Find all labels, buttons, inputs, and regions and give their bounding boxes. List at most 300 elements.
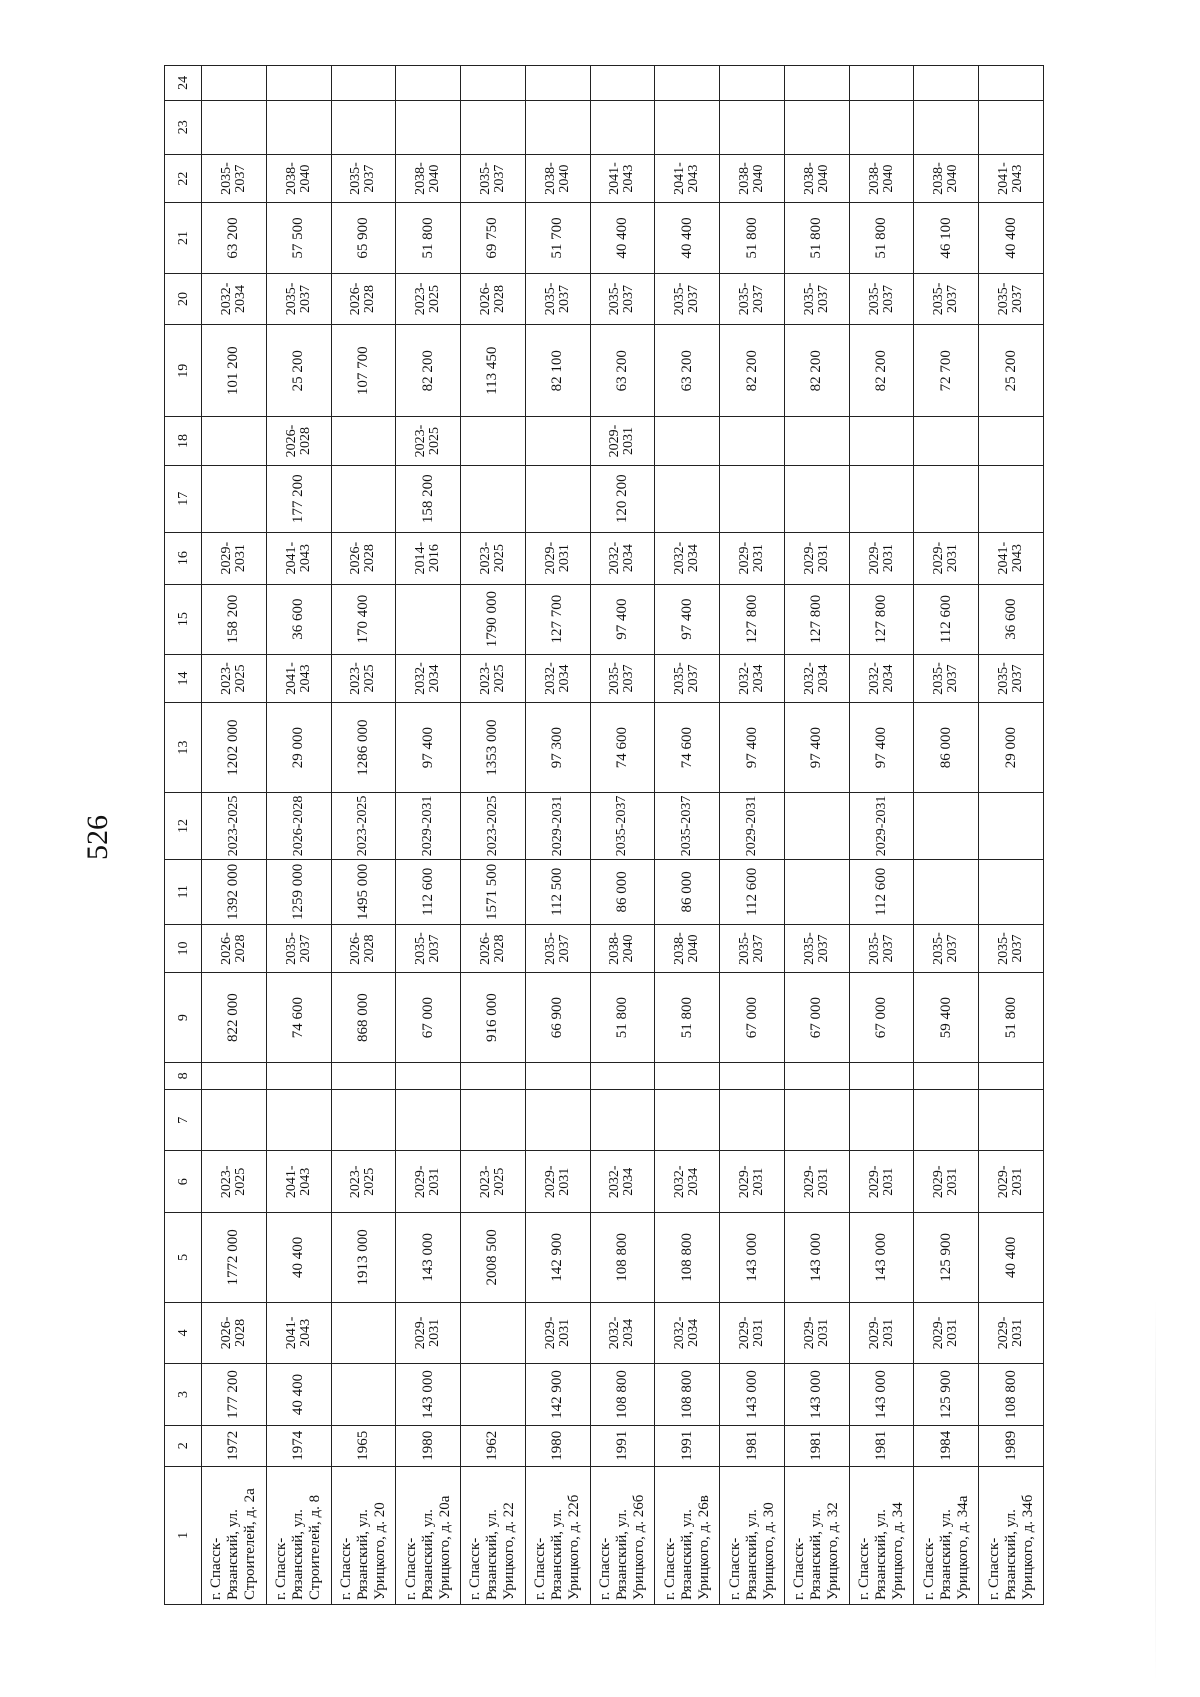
header-cell: 19: [165, 325, 202, 417]
address-cell: г. Спасск-Рязанский, ул. Урицкого, д. 26б: [590, 1466, 655, 1604]
header-cell: 1: [165, 1466, 202, 1604]
table-cell: [720, 417, 785, 466]
table-cell: 2041-2043: [979, 532, 1044, 584]
table-row: [202, 66, 267, 1605]
table-cell: 177 200: [202, 1364, 267, 1426]
table-cell: [525, 66, 590, 101]
table-cell: [914, 1062, 979, 1089]
table-cell: [720, 465, 785, 532]
address-cell: г. Спасск-Рязанский, ул. Урицкого, д. 22б: [525, 1466, 590, 1604]
table-cell: 67 000: [849, 973, 914, 1063]
table-cell: [655, 66, 720, 101]
table-cell: 2026-2028: [461, 273, 526, 325]
table-cell: 143 000: [784, 1213, 849, 1303]
table-cell: 2035-2037: [655, 273, 720, 325]
rotated-table-container: [164, 65, 1044, 1605]
table-cell: 2038-2040: [266, 154, 331, 203]
table-cell: 74 600: [266, 973, 331, 1063]
table-cell: 868 000: [331, 973, 396, 1063]
table-cell: 2035-2037: [720, 924, 785, 973]
table-cell: 51 700: [525, 203, 590, 273]
table-cell: 112 500: [525, 859, 590, 924]
table-cell: [461, 1302, 526, 1364]
table-cell: 2029-2031: [396, 1151, 461, 1213]
table-cell: 51 800: [590, 973, 655, 1063]
table-cell: [655, 417, 720, 466]
table-cell: 40 400: [979, 1213, 1044, 1303]
table-cell: 2032-2034: [655, 532, 720, 584]
table-cell: 2026-2028: [266, 792, 331, 859]
table-cell: 120 200: [590, 465, 655, 532]
table-cell: [784, 465, 849, 532]
table-cell: 2032-2034: [202, 273, 267, 325]
table-cell: [849, 1062, 914, 1089]
table-cell: 82 200: [849, 325, 914, 417]
table-cell: 2026-2028: [331, 532, 396, 584]
table-cell: 1974: [266, 1425, 331, 1466]
table-cell: [914, 1089, 979, 1151]
table-cell: 2023-2025: [331, 792, 396, 859]
table-cell: 97 300: [525, 703, 590, 793]
table-cell: [784, 1062, 849, 1089]
table-cell: 1984: [914, 1425, 979, 1466]
table-cell: 2038-2040: [525, 154, 590, 203]
header-cell: 2: [165, 1425, 202, 1466]
table-cell: [525, 465, 590, 532]
table-cell: 72 700: [914, 325, 979, 417]
table-cell: 2029-2031: [784, 1151, 849, 1213]
table-cell: [331, 1089, 396, 1151]
table-cell: [784, 859, 849, 924]
table-cell: 67 000: [720, 973, 785, 1063]
table-cell: 1980: [396, 1425, 461, 1466]
table-cell: 2035-2037: [266, 924, 331, 973]
table-cell: 112 600: [914, 584, 979, 654]
table-cell: [720, 100, 785, 154]
table-cell: 2026-2028: [331, 924, 396, 973]
table-cell: [525, 100, 590, 154]
table-cell: 51 800: [849, 203, 914, 273]
header-cell: 11: [165, 859, 202, 924]
table-cell: 67 000: [784, 973, 849, 1063]
table-cell: 2029-2031: [590, 417, 655, 466]
header-cell: 21: [165, 203, 202, 273]
table-cell: [202, 465, 267, 532]
table-cell: 40 400: [590, 203, 655, 273]
table-cell: 2041-2043: [590, 154, 655, 203]
table-cell: 1962: [461, 1425, 526, 1466]
table-cell: 2029-2031: [525, 1151, 590, 1213]
table-cell: 2026-2028: [266, 417, 331, 466]
address-cell: г. Спасск-Рязанский, ул. Урицкого, д. 34а: [914, 1466, 979, 1604]
table-cell: 2032-2034: [655, 1302, 720, 1364]
table-cell: [525, 1062, 590, 1089]
table-cell: 2035-2037: [266, 273, 331, 325]
table-cell: [461, 417, 526, 466]
table-cell: 2023-2025: [461, 792, 526, 859]
table-cell: 2032-2034: [784, 654, 849, 703]
table-cell: [202, 417, 267, 466]
address-cell: г. Спасск-Рязанский, ул. Урицкого, д. 30: [720, 1466, 785, 1604]
table-cell: 2032-2034: [396, 654, 461, 703]
address-cell: г. Спасск-Рязанский, ул. Урицкого, д. 26в: [655, 1466, 720, 1604]
table-cell: 1989: [979, 1425, 1044, 1466]
table-cell: [655, 100, 720, 154]
table-cell: [266, 1062, 331, 1089]
table-cell: 112 600: [396, 859, 461, 924]
table-cell: [979, 465, 1044, 532]
table-cell: 1965: [331, 1425, 396, 1466]
header-cell: 7: [165, 1089, 202, 1151]
header-cell: 12: [165, 792, 202, 859]
table-cell: 127 800: [720, 584, 785, 654]
table-cell: 57 500: [266, 203, 331, 273]
table-cell: 108 800: [590, 1213, 655, 1303]
table-cell: 2035-2037: [525, 273, 590, 325]
table-cell: 916 000: [461, 973, 526, 1063]
table-row: [784, 66, 849, 1605]
header-cell: 6: [165, 1151, 202, 1213]
table-cell: 143 000: [720, 1364, 785, 1426]
table-cell: 2023-2025: [331, 1151, 396, 1213]
table-cell: [720, 66, 785, 101]
table-cell: 2035-2037: [202, 154, 267, 203]
address-cell: г. Спасск-Рязанский, ул. Строителей, д. 2а: [202, 1466, 267, 1604]
table-cell: 2029-2031: [914, 532, 979, 584]
table-cell: 127 800: [784, 584, 849, 654]
table-cell: 2041-2043: [266, 654, 331, 703]
table-cell: 63 200: [590, 325, 655, 417]
table-cell: 2032-2034: [720, 654, 785, 703]
table-cell: 2035-2037: [784, 273, 849, 325]
table-cell: 125 900: [914, 1364, 979, 1426]
table-cell: [914, 465, 979, 532]
table-cell: [655, 1089, 720, 1151]
table-cell: 2026-2028: [461, 924, 526, 973]
table-cell: [979, 66, 1044, 101]
table-cell: 86 000: [590, 859, 655, 924]
header-cell: 9: [165, 973, 202, 1063]
table-cell: 51 800: [720, 203, 785, 273]
table-cell: [784, 100, 849, 154]
table-cell: 127 700: [525, 584, 590, 654]
table-cell: [590, 100, 655, 154]
table-row: [979, 66, 1044, 1605]
table-cell: 51 800: [979, 973, 1044, 1063]
table-cell: [590, 66, 655, 101]
table-cell: 2035-2037: [525, 924, 590, 973]
header-cell: 20: [165, 273, 202, 325]
table-cell: 1981: [784, 1425, 849, 1466]
table-cell: 143 000: [784, 1364, 849, 1426]
table-cell: 170 400: [331, 584, 396, 654]
table-cell: 1991: [590, 1425, 655, 1466]
table-cell: [784, 792, 849, 859]
table-cell: 2038-2040: [914, 154, 979, 203]
table-cell: 1353 000: [461, 703, 526, 793]
table-cell: 82 200: [784, 325, 849, 417]
table-cell: 2032-2034: [590, 1302, 655, 1364]
table-cell: 2035-2037: [461, 154, 526, 203]
table-cell: 2026-2028: [202, 1302, 267, 1364]
table-row: [331, 66, 396, 1605]
table-cell: [461, 1089, 526, 1151]
table-cell: 2029-2031: [525, 792, 590, 859]
table-cell: [914, 100, 979, 154]
header-cell: 15: [165, 584, 202, 654]
table-cell: 2029-2031: [784, 1302, 849, 1364]
table-cell: 2029-2031: [849, 1302, 914, 1364]
table-cell: [849, 66, 914, 101]
table-cell: [914, 859, 979, 924]
table-cell: 2035-2037: [720, 273, 785, 325]
table-cell: 1571 500: [461, 859, 526, 924]
table-cell: [655, 465, 720, 532]
header-cell: 13: [165, 703, 202, 793]
header-cell: 23: [165, 100, 202, 154]
table-cell: [914, 66, 979, 101]
table-row: [525, 66, 590, 1605]
table-cell: [720, 1062, 785, 1089]
table-cell: 2035-2037: [979, 654, 1044, 703]
table-cell: 25 200: [979, 325, 1044, 417]
table-cell: 2035-2037: [914, 924, 979, 973]
table-cell: [784, 417, 849, 466]
repair-schedule-table: [164, 65, 1044, 1605]
table-cell: 2029-2031: [525, 1302, 590, 1364]
table-cell: 108 800: [979, 1364, 1044, 1426]
table-cell: 113 450: [461, 325, 526, 417]
table-cell: 127 800: [849, 584, 914, 654]
table-cell: [202, 1089, 267, 1151]
table-cell: 2041-2043: [266, 1302, 331, 1364]
table-cell: [849, 417, 914, 466]
table-cell: [202, 66, 267, 101]
table-row: [849, 66, 914, 1605]
table-cell: 2029-2031: [849, 1151, 914, 1213]
table-cell: 2029-2031: [720, 1151, 785, 1213]
table-cell: 112 600: [720, 859, 785, 924]
table-cell: [461, 465, 526, 532]
table-cell: 51 800: [396, 203, 461, 273]
table-cell: 29 000: [979, 703, 1044, 793]
table-cell: [849, 1089, 914, 1151]
table-cell: 142 900: [525, 1213, 590, 1303]
table-cell: 65 900: [331, 203, 396, 273]
table-cell: [979, 100, 1044, 154]
table-cell: 2023-2025: [396, 417, 461, 466]
table-cell: [396, 1062, 461, 1089]
table-cell: 1790 000: [461, 584, 526, 654]
table-cell: 2035-2037: [655, 654, 720, 703]
table-cell: 1772 000: [202, 1213, 267, 1303]
header-cell: 24: [165, 66, 202, 101]
table-cell: 69 750: [461, 203, 526, 273]
table-cell: 2038-2040: [655, 924, 720, 973]
table-cell: 2023-2025: [202, 654, 267, 703]
table-cell: 143 000: [396, 1364, 461, 1426]
table-cell: [655, 1062, 720, 1089]
table-cell: 158 200: [396, 465, 461, 532]
table-cell: 2032-2034: [525, 654, 590, 703]
table-cell: 1495 000: [331, 859, 396, 924]
table-cell: [914, 792, 979, 859]
address-cell: г. Спасск-Рязанский, ул. Урицкого, д. 20: [331, 1466, 396, 1604]
table-row: [655, 66, 720, 1605]
table-cell: [266, 66, 331, 101]
table-cell: 2023-2025: [202, 792, 267, 859]
table-cell: 2029-2031: [914, 1302, 979, 1364]
address-cell: г. Спасск-Рязанский, ул. Урицкого, д. 22: [461, 1466, 526, 1604]
table-cell: 29 000: [266, 703, 331, 793]
table-cell: 2023-2025: [461, 654, 526, 703]
table-cell: 86 000: [914, 703, 979, 793]
table-cell: 1913 000: [331, 1213, 396, 1303]
table-cell: 2035-2037: [590, 792, 655, 859]
table-cell: [396, 66, 461, 101]
table-cell: 40 400: [979, 203, 1044, 273]
table-cell: [331, 1062, 396, 1089]
table-cell: 97 400: [396, 703, 461, 793]
table-cell: [202, 100, 267, 154]
table-cell: [461, 100, 526, 154]
address-cell: г. Спасск-Рязанский, ул. Урицкого, д. 34б: [979, 1466, 1044, 1604]
table-cell: [979, 1089, 1044, 1151]
table-cell: [331, 1364, 396, 1426]
table-cell: 51 800: [784, 203, 849, 273]
header-cell: 8: [165, 1062, 202, 1089]
table-row: [461, 66, 526, 1605]
table-cell: 2023-2025: [202, 1151, 267, 1213]
table-cell: 2041-2043: [655, 154, 720, 203]
header-cell: 18: [165, 417, 202, 466]
header-cell: 17: [165, 465, 202, 532]
table-cell: [331, 417, 396, 466]
header-cell: 22: [165, 154, 202, 203]
table-cell: 108 800: [655, 1364, 720, 1426]
table-cell: 143 000: [396, 1213, 461, 1303]
table-cell: 107 700: [331, 325, 396, 417]
table-cell: 2029-2031: [202, 532, 267, 584]
table-cell: 1259 000: [266, 859, 331, 924]
table-cell: 2029-2031: [396, 792, 461, 859]
table-cell: [396, 100, 461, 154]
table-cell: [331, 465, 396, 532]
table-cell: [590, 1089, 655, 1151]
table-cell: 51 800: [655, 973, 720, 1063]
page-number: 526: [81, 815, 114, 860]
table-cell: 1981: [720, 1425, 785, 1466]
table-cell: [784, 66, 849, 101]
table-cell: 2032-2034: [655, 1151, 720, 1213]
table-cell: 66 900: [525, 973, 590, 1063]
scan-artifact: [1155, 1300, 1156, 1680]
table-cell: 2038-2040: [720, 154, 785, 203]
table-cell: [461, 1062, 526, 1089]
table-cell: 82 200: [720, 325, 785, 417]
header-cell: 10: [165, 924, 202, 973]
table-cell: 2029-2031: [525, 532, 590, 584]
table-cell: 822 000: [202, 973, 267, 1063]
table-cell: 1980: [525, 1425, 590, 1466]
table-cell: 2029-2031: [396, 1302, 461, 1364]
table-cell: 74 600: [655, 703, 720, 793]
table-cell: 86 000: [655, 859, 720, 924]
table-cell: 2038-2040: [590, 924, 655, 973]
table-cell: 2035-2037: [849, 273, 914, 325]
table-cell: 2032-2034: [849, 654, 914, 703]
table-cell: 1981: [849, 1425, 914, 1466]
table-cell: 1972: [202, 1425, 267, 1466]
table-cell: 2029-2031: [979, 1151, 1044, 1213]
table-cell: 82 200: [396, 325, 461, 417]
table-cell: 2032-2034: [590, 532, 655, 584]
table-cell: 2029-2031: [784, 532, 849, 584]
table-cell: 2035-2037: [914, 273, 979, 325]
table-cell: 143 000: [849, 1364, 914, 1426]
table-cell: 2035-2037: [914, 654, 979, 703]
table-cell: 40 400: [266, 1364, 331, 1426]
table-cell: 158 200: [202, 584, 267, 654]
table-row: [914, 66, 979, 1605]
table-cell: 74 600: [590, 703, 655, 793]
table-cell: 1202 000: [202, 703, 267, 793]
table-cell: 2029-2031: [720, 792, 785, 859]
table-cell: 25 200: [266, 325, 331, 417]
header-cell: 4: [165, 1302, 202, 1364]
table-cell: 2026-2028: [202, 924, 267, 973]
header-cell: 14: [165, 654, 202, 703]
table-cell: [525, 1089, 590, 1151]
table-cell: [914, 417, 979, 466]
table-cell: 2041-2043: [266, 532, 331, 584]
table-cell: 2029-2031: [720, 532, 785, 584]
table-cell: [525, 417, 590, 466]
table-cell: [849, 465, 914, 532]
address-cell: г. Спасск-Рязанский, ул. Урицкого, д. 32: [784, 1466, 849, 1604]
table-cell: 2035-2037: [590, 654, 655, 703]
table-cell: 2041-2043: [266, 1151, 331, 1213]
table-cell: 63 200: [655, 325, 720, 417]
table-cell: 2014-2016: [396, 532, 461, 584]
table-cell: [720, 1089, 785, 1151]
header-cell: 5: [165, 1213, 202, 1303]
table-cell: 46 100: [914, 203, 979, 273]
table-cell: [461, 1364, 526, 1426]
table-cell: 2038-2040: [784, 154, 849, 203]
table-cell: 2029-2031: [979, 1302, 1044, 1364]
table-cell: 112 600: [849, 859, 914, 924]
table-cell: 2035-2037: [784, 924, 849, 973]
table-cell: 125 900: [914, 1213, 979, 1303]
table-cell: [331, 1302, 396, 1364]
table-cell: [266, 1089, 331, 1151]
table-cell: 2035-2037: [590, 273, 655, 325]
table-cell: [590, 1062, 655, 1089]
table-cell: 2029-2031: [720, 1302, 785, 1364]
table-cell: [396, 1089, 461, 1151]
table-cell: 1286 000: [331, 703, 396, 793]
table-cell: [849, 100, 914, 154]
header-cell: 16: [165, 532, 202, 584]
table-cell: 2032-2034: [590, 1151, 655, 1213]
address-cell: г. Спасск-Рязанский, ул. Урицкого, д. 20а: [396, 1466, 461, 1604]
table-cell: [979, 1062, 1044, 1089]
table-cell: 82 100: [525, 325, 590, 417]
table-cell: 142 900: [525, 1364, 590, 1426]
table-cell: [396, 584, 461, 654]
table-cell: 143 000: [720, 1213, 785, 1303]
